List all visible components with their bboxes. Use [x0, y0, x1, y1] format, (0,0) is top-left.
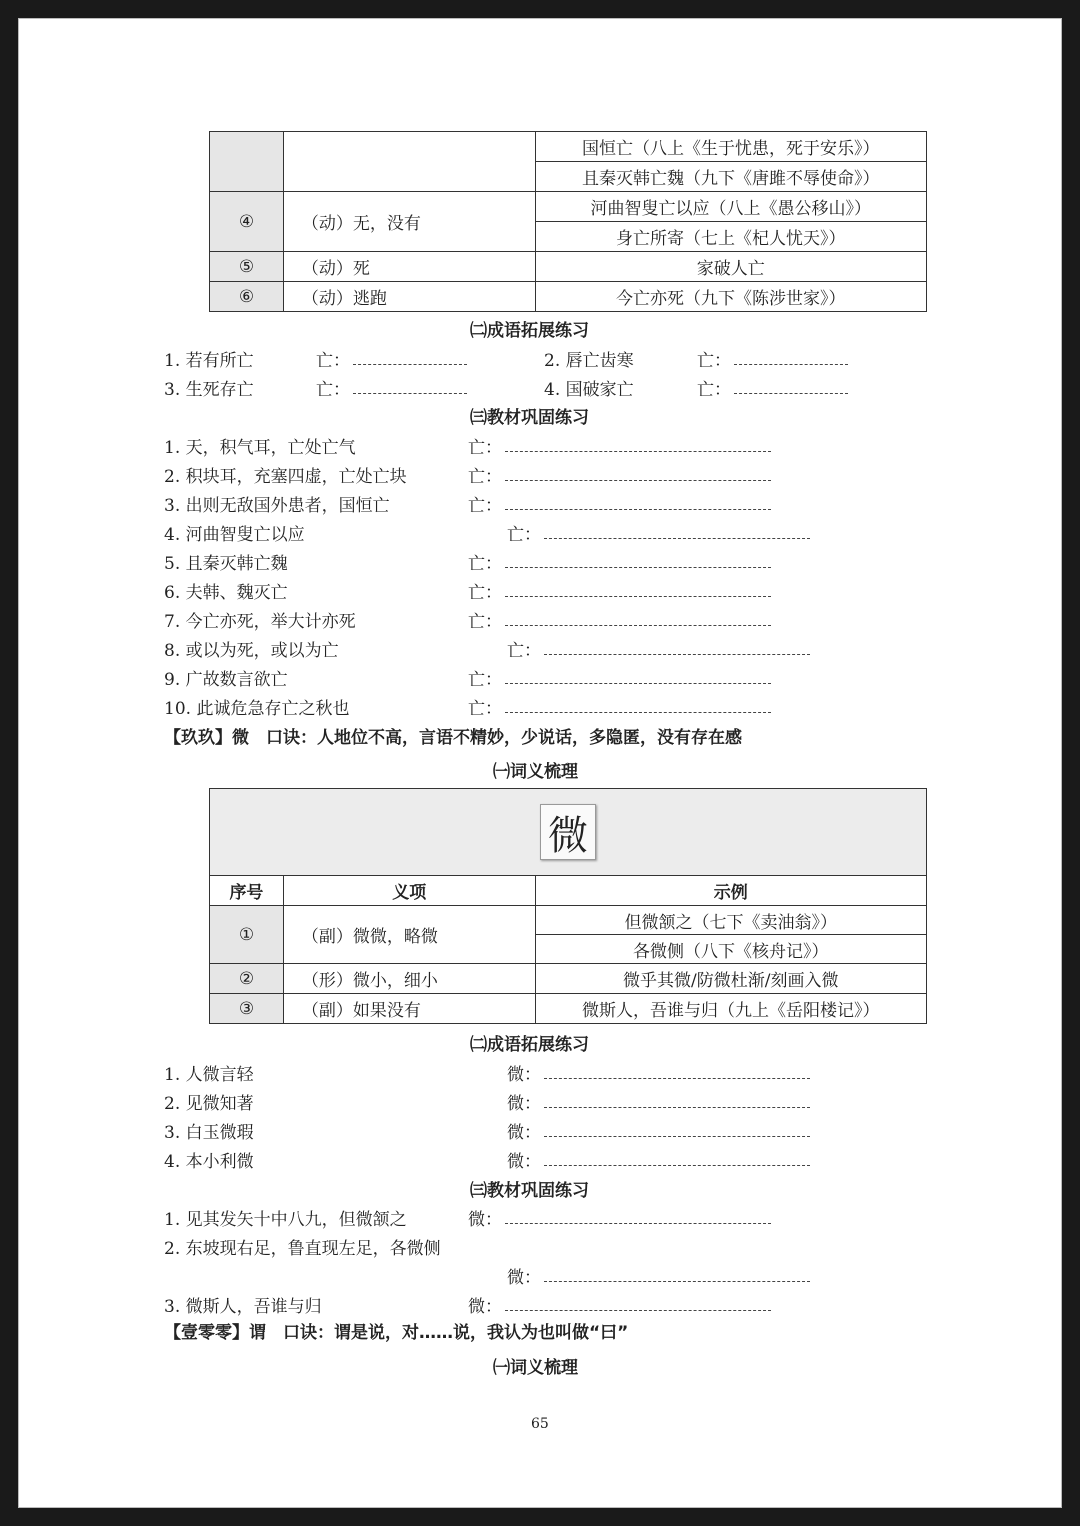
answer-label: 亡：	[468, 670, 502, 690]
table-cell-example: 家破人亡	[535, 252, 926, 282]
answer-line[interactable]	[505, 567, 771, 568]
section-title: ㈡成语拓展练习	[470, 1035, 589, 1055]
answer-line[interactable]	[505, 712, 771, 713]
answer-line[interactable]	[353, 364, 467, 365]
answer-line[interactable]	[544, 654, 810, 655]
answer-line[interactable]	[544, 1107, 810, 1108]
table-cell-meaning: （副）微微，略微	[283, 906, 535, 964]
list-item: 4. 本小利微	[164, 1152, 254, 1172]
column-header: 义项	[283, 876, 535, 906]
character-glyph: 微	[540, 804, 596, 860]
answer-label: 微：	[507, 1268, 541, 1288]
table-cell-example: 微斯人，吾谁与归（九上《岳阳楼记》）	[535, 994, 926, 1024]
char-header-cell	[210, 789, 927, 876]
table-cell-example: 身亡所寄（七上《杞人忧天》）	[535, 222, 926, 252]
answer-label: 亡：	[468, 467, 502, 487]
answer-line[interactable]	[734, 364, 848, 365]
answer-label: 亡：	[316, 351, 350, 371]
table-cell-meaning: （动）死	[283, 252, 535, 282]
section-title: ㈢教材巩固练习	[470, 1181, 589, 1201]
answer-label: 亡：	[468, 496, 502, 516]
column-header: 序号	[210, 876, 284, 906]
answer-line[interactable]	[505, 509, 771, 510]
list-item: 2. 积块耳，充塞四虚，亡处亡块	[164, 467, 407, 487]
answer-line[interactable]	[505, 1223, 771, 1224]
wei-meaning-table	[209, 788, 927, 1024]
list-item: 3. 出则无敌国外患者，国恒亡	[164, 496, 390, 516]
table-cell-no	[210, 132, 284, 192]
table-cell-no: ③	[210, 994, 284, 1024]
table-cell-example: 但微颔之（七下《卖油翁》）	[535, 906, 926, 935]
answer-label: 亡：	[507, 641, 541, 661]
answer-label: 微：	[507, 1152, 541, 1172]
list-item: 5. 且秦灭韩亡魏	[164, 554, 288, 574]
table-cell-meaning	[283, 132, 535, 192]
answer-label: 亡：	[507, 525, 541, 545]
table-cell-meaning: （动）无，没有	[283, 192, 535, 252]
answer-label: 亡：	[316, 380, 350, 400]
list-item: 3. 白玉微瑕	[164, 1123, 254, 1143]
entry-heading: 【玖玖】微 口诀：人地位不高，言语不精妙，少说话，多隐匿，没有存在感	[164, 728, 742, 748]
wang-meaning-table	[209, 131, 927, 312]
answer-line[interactable]	[505, 596, 771, 597]
answer-label: 亡：	[468, 583, 502, 603]
table-cell-example: 微乎其微/防微杜渐/刻画入微	[535, 964, 926, 994]
list-item: 1. 天，积气耳，亡处亡气	[164, 438, 356, 458]
answer-line[interactable]	[544, 538, 810, 539]
answer-label: 微：	[468, 1210, 502, 1230]
answer-label: 亡：	[468, 438, 502, 458]
answer-label: 微：	[507, 1123, 541, 1143]
table-cell-meaning: （副）如果没有	[283, 994, 535, 1024]
table-cell-example: 今亡亦死（九下《陈涉世家》）	[535, 282, 926, 312]
answer-label: 微：	[468, 1297, 502, 1317]
answer-label: 亡：	[697, 380, 731, 400]
answer-line[interactable]	[505, 683, 771, 684]
answer-label: 微：	[507, 1094, 541, 1114]
answer-line[interactable]	[544, 1078, 810, 1079]
table-cell-example: 各微侧（八下《核舟记》）	[535, 935, 926, 964]
list-item: 8. 或以为死，或以为亡	[164, 641, 339, 661]
list-item: 4. 国破家亡	[544, 380, 634, 400]
section-title: ㈡成语拓展练习	[470, 321, 589, 341]
list-item: 2. 东坡现右足，鲁直现左足，各微侧	[164, 1239, 441, 1259]
answer-line[interactable]	[353, 393, 467, 394]
table-cell-no: ②	[210, 964, 284, 994]
list-item: 6. 夫韩、魏灭亡	[164, 583, 288, 603]
answer-line[interactable]	[505, 480, 771, 481]
page-number: 65	[531, 1416, 549, 1432]
section-title: ㈠词义梳理	[493, 762, 578, 782]
list-item: 4. 河曲智叟亡以应	[164, 525, 305, 545]
list-item: 1. 若有所亡	[164, 351, 254, 371]
list-item: 1. 见其发矢十中八九，但微颔之	[164, 1210, 407, 1230]
answer-line[interactable]	[544, 1165, 810, 1166]
table-cell-example: 国恒亡（八上《生于忧患，死于安乐》）	[535, 132, 926, 162]
answer-label: 亡：	[697, 351, 731, 371]
answer-label: 亡：	[468, 699, 502, 719]
answer-line[interactable]	[544, 1136, 810, 1137]
list-item: 2. 见微知著	[164, 1094, 254, 1114]
list-item: 3. 生死存亡	[164, 380, 254, 400]
list-item: 10. 此诚危急存亡之秋也	[164, 699, 350, 719]
table-cell-no: ⑥	[210, 282, 284, 312]
table-cell-meaning: （形）微小，细小	[283, 964, 535, 994]
list-item: 2. 唇亡齿寒	[544, 351, 634, 371]
table-cell-no: ④	[210, 192, 284, 252]
answer-label: 亡：	[468, 554, 502, 574]
answer-label: 微：	[507, 1065, 541, 1085]
list-item: 3. 微斯人，吾谁与归	[164, 1297, 322, 1317]
answer-line[interactable]	[505, 451, 771, 452]
section-title: ㈢教材巩固练习	[470, 408, 589, 428]
list-item: 1. 人微言轻	[164, 1065, 254, 1085]
column-header: 示例	[535, 876, 926, 906]
answer-line[interactable]	[505, 625, 771, 626]
section-title: ㈠词义梳理	[493, 1358, 578, 1378]
answer-line[interactable]	[505, 1310, 771, 1311]
answer-line[interactable]	[734, 393, 848, 394]
entry-heading: 【壹零零】谓 口诀：谓是说，对……说，我认为也叫做“曰”	[164, 1323, 629, 1343]
table-cell-meaning: （动）逃跑	[283, 282, 535, 312]
list-item: 7. 今亡亦死，举大计亦死	[164, 612, 356, 632]
table-cell-example: 河曲智叟亡以应（八上《愚公移山》）	[535, 192, 926, 222]
table-cell-no: ⑤	[210, 252, 284, 282]
table-cell-no: ①	[210, 906, 284, 964]
answer-line[interactable]	[544, 1281, 810, 1282]
table-cell-example: 且秦灭韩亡魏（九下《唐雎不辱使命》）	[535, 162, 926, 192]
document-page	[18, 18, 1062, 1508]
list-item: 9. 广故数言欲亡	[164, 670, 288, 690]
answer-label: 亡：	[468, 612, 502, 632]
